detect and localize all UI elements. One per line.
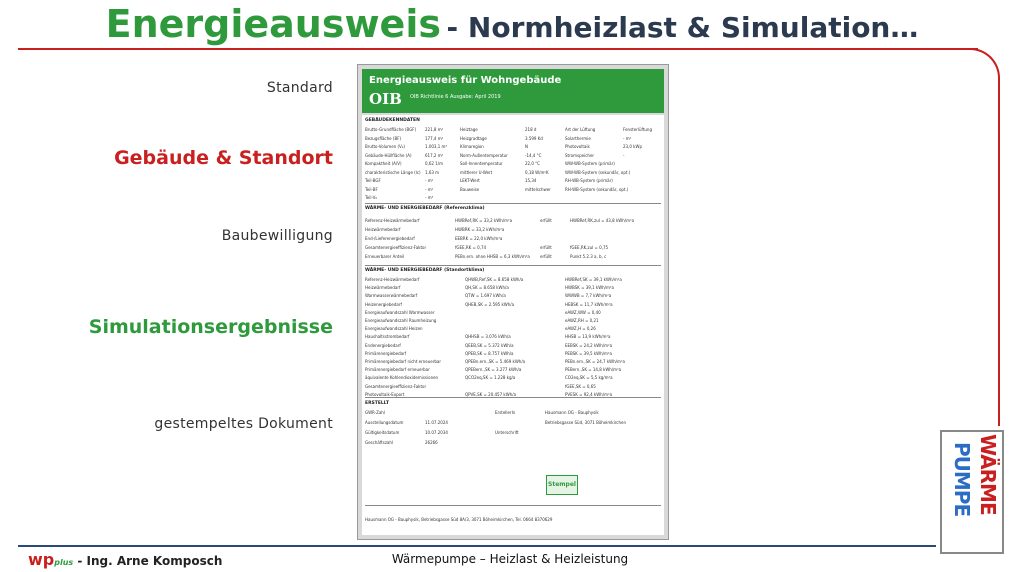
frame-line-top	[18, 48, 978, 50]
data-cell: HWBRK = 33,2 kWh/m²a	[455, 227, 505, 232]
data-cell: Stromspeicher	[565, 152, 595, 158]
data-cell: Heizgradtage	[460, 135, 487, 141]
data-cell: erfüllt	[540, 218, 552, 223]
data-cell: charakteristische Länge (lc)	[365, 169, 421, 175]
data-row	[365, 195, 661, 200]
data-row	[365, 410, 661, 415]
data-cell: PEBern.,SK = 14,8 kWh/m²a	[565, 367, 622, 373]
menu-item-gestempeltes-dokument[interactable]: gestempeltes Dokument	[154, 416, 333, 432]
data-cell: 1,63 m	[425, 169, 440, 175]
data-cell: QHWB,Ref,SK = 8.658 kWh/a	[465, 277, 524, 282]
data-cell: - m²	[425, 186, 434, 192]
data-cell: RH-WB-System (primär)	[565, 178, 613, 183]
data-cell: Endenergiebedarf	[365, 342, 401, 348]
author-name: - Ing. Arne Komposch	[77, 554, 223, 568]
data-cell: Primärenergiebedarf erneuerbar	[365, 367, 430, 373]
data-cell: Energieaufwandszahl Raumheizung	[365, 318, 437, 323]
data-row	[365, 187, 661, 192]
data-cell: QPEB,SK = 8.757 kWh/a	[465, 350, 514, 356]
data-cell: Bauweise	[460, 186, 480, 192]
data-cell: Referenz-Heizwärmebedarf	[365, 218, 420, 223]
menu-item-standard[interactable]: Standard	[266, 80, 333, 96]
data-cell: GWR-Zahl	[365, 410, 385, 415]
data-cell: WW-WB-System (primär)	[565, 161, 615, 166]
data-cell: Fensterlüftung	[623, 127, 652, 132]
data-cell: Betriebsgasse Süd, 3071 Böheimkirchen	[545, 420, 627, 425]
data-cell: 1.003,1 m³	[425, 144, 448, 149]
menu-item-baubewilligung[interactable]: Baubewilligung	[221, 228, 333, 244]
data-cell: Teil-BF	[365, 186, 378, 192]
data-cell: 0,18 W/m²K	[525, 169, 549, 175]
data-row	[365, 326, 661, 331]
data-cell: Art der Lüftung	[565, 127, 596, 132]
data-cell: 177,4 m²	[425, 135, 444, 141]
data-cell: erfüllt	[540, 254, 552, 259]
data-cell: EEBRK = 22,0 kWh/m²a	[455, 236, 503, 241]
data-cell: 3.599 Kd	[525, 135, 543, 141]
data-cell: PEBn.ern. ohne HHSB = 6,3 kWh/m²a	[455, 254, 530, 259]
data-row	[365, 334, 661, 339]
data-cell: 218 d	[525, 127, 537, 132]
wp-logo: wp	[28, 550, 55, 569]
data-cell: 10.07.2034	[425, 430, 448, 435]
document-footer-text: Hausmann OG - Bauphysik, Betriebsgasse Süd 8A/3, 3071 Böheimkirchen, Tel. 0664 8370629	[365, 517, 553, 522]
data-row	[365, 310, 661, 315]
data-cell: HWBRef,RK = 33,2 kWh/m²a	[455, 218, 513, 223]
data-cell: 0,62 1/m	[425, 161, 443, 166]
data-cell: Klimaregion	[460, 144, 484, 149]
data-cell: fGEE,SK = 0,65	[565, 383, 596, 389]
data-cell: Teil-V₀	[365, 195, 377, 200]
frame-line-right	[998, 86, 1000, 426]
section-gebaeudekenndaten: GEBÄUDEKENNDATEN	[365, 118, 420, 123]
data-cell: RH-WB-System (sekundär, opt.)	[565, 186, 629, 192]
data-cell: WWWB = 7,7 kWh/m²a	[565, 293, 612, 299]
data-cell: Solarthermie	[565, 135, 591, 141]
data-cell: Primärenergiebedarf nicht erneuerbar	[365, 359, 441, 364]
data-row	[365, 127, 661, 132]
wp-logo-plus: plus	[54, 558, 74, 567]
data-cell: Soll-Innentemperatur	[460, 161, 503, 166]
data-row	[365, 178, 661, 183]
data-row	[365, 375, 661, 380]
page-title	[0, 2, 1024, 46]
data-cell: 22,0 °C	[525, 161, 540, 166]
section-divider	[365, 265, 661, 266]
data-cell: EEBSK = 24,2 kWh/m²a	[565, 342, 613, 348]
data-cell: Erneuerbarer Anteil	[365, 254, 405, 259]
document-title: Energieausweis für Wohngebäude	[369, 75, 562, 86]
data-cell: 11.07.2024	[425, 420, 448, 425]
energieausweis-document	[357, 64, 669, 540]
data-cell: Haushaltsstrombedarf	[365, 334, 410, 340]
data-cell: Ausstellungsdatum	[365, 420, 404, 425]
data-cell: End-/Lieferenergiebedarf	[365, 236, 415, 241]
data-cell: HWBSK = 39,1 kWh/m²a	[565, 285, 614, 291]
data-cell: Gesamtenergieeffizienz-Faktor	[365, 383, 427, 389]
data-row	[365, 302, 661, 307]
data-cell: Geschäftszahl	[365, 440, 394, 445]
brand-word-pumpe: PUMPE	[950, 442, 974, 517]
data-cell: Warmwasserwärmebedarf	[365, 293, 418, 299]
data-cell: Energieaufwandszahl Heizen	[365, 326, 423, 332]
data-row	[365, 218, 661, 223]
waermepumpe-logo	[940, 430, 1004, 554]
data-cell: Heiztage	[460, 127, 478, 132]
data-row	[365, 351, 661, 356]
data-cell: Primärenergiebedarf	[365, 350, 407, 356]
menu-item-gebaeude-standort[interactable]: Gebäude & Standort	[114, 147, 333, 169]
data-cell: Referenz-Heizwärmebedarf	[365, 277, 420, 282]
oib-subtitle: OIB Richtlinie 6 Ausgabe: April 2019	[410, 94, 501, 100]
data-cell: QPEBern.,SK = 3.277 kWh/a	[465, 367, 522, 373]
data-cell: eAWZ,WW = 0,40	[565, 309, 601, 315]
document-stamp: Stempel	[546, 475, 578, 495]
data-cell: CO2eq,SK = 5,5 kg/m²a	[565, 375, 613, 381]
data-row	[365, 359, 661, 364]
data-cell: HHSB = 13,9 kWh/m²a	[565, 334, 611, 340]
data-cell: QHEB,SK = 2.595 kWh/a	[465, 301, 515, 307]
data-cell: Teil-BGF	[365, 178, 381, 183]
data-row	[365, 367, 661, 372]
data-cell: PVESK = 92,4 kWh/m²a	[565, 391, 613, 397]
data-cell: LEKT-Wert	[460, 178, 480, 183]
section-standortklima: WÄRME- UND ENERGIEBEDARF (Standortklima)	[365, 268, 485, 273]
data-cell: 617,2 m²	[425, 152, 444, 158]
data-row	[365, 254, 661, 259]
data-cell: eAWZ,RH = 0,21	[565, 318, 599, 323]
menu-item-simulationsergebnisse[interactable]: Simulationsergebnisse	[88, 316, 333, 338]
data-row	[365, 440, 661, 445]
section-divider	[365, 203, 661, 204]
data-cell: 15,34	[525, 178, 537, 183]
title-main: Energieausweis	[105, 2, 441, 46]
data-row	[365, 293, 661, 298]
section-divider	[365, 397, 661, 398]
data-cell: - m²	[425, 178, 434, 183]
frame-line-bottom	[18, 545, 936, 547]
data-cell: Unterschrift	[495, 430, 519, 435]
data-cell: 23,0 kWp	[623, 144, 642, 149]
data-cell: QPVE,SK = 20.457 kWh/a	[465, 391, 517, 397]
data-row	[365, 318, 661, 323]
data-cell: 26266	[425, 440, 438, 445]
title-sub: - Normheizlast & Simulation…	[446, 11, 919, 44]
section-divider	[365, 505, 661, 506]
data-cell: mittlerer U-Wert	[460, 169, 493, 175]
section-erstellt: ERSTELLT	[365, 401, 389, 406]
data-row	[365, 277, 661, 282]
data-cell: äquivalente Kohlendioxidemissionen	[365, 375, 439, 381]
section-referenzklima: WÄRME- UND ENERGIEBEDARF (Referenzklima)	[365, 206, 485, 211]
data-cell: Heizwärmebedarf	[365, 227, 401, 232]
data-row	[365, 245, 661, 250]
brand-word-waerme: WÄRME	[976, 434, 1000, 515]
data-cell: Punkt 5.2.3 a, b, c	[570, 254, 607, 259]
data-cell: HWBRef,RK,zul = 43,8 kWh/m²a	[570, 218, 635, 223]
data-row	[365, 227, 661, 232]
footer-author	[28, 550, 222, 569]
data-cell: QPEBn.ern.,SK = 5.469 kWh/a	[465, 359, 526, 364]
data-cell: -14,4 °C	[525, 152, 542, 158]
oib-logo: OIB	[369, 90, 402, 108]
data-cell: QCO2eq,SK = 1.228 kg/a	[465, 375, 516, 381]
data-row	[365, 236, 661, 241]
data-cell: PEBSK = 39,5 kWh/m²a	[565, 350, 612, 356]
data-cell: QTW = 1.697 kWh/a	[465, 293, 506, 299]
data-cell: Energieaufwandszahl Warmwasser	[365, 309, 435, 315]
data-cell: WW-WB-System (sekundär, opt.)	[565, 169, 631, 175]
data-cell: fGEE,RK = 0,74	[455, 245, 487, 250]
data-cell: Brutto-Grundfläche (BGF)	[365, 127, 417, 132]
data-cell: Heizenergiebedarf	[365, 301, 402, 307]
data-cell: fGEE,RK,zul = 0,75	[570, 245, 609, 250]
data-cell: Gültigkeitsdatum	[365, 430, 400, 435]
data-row	[365, 343, 661, 348]
document-body	[362, 115, 664, 535]
data-cell: HWBRef,SK = 39,1 kWh/m²a	[565, 277, 622, 282]
data-cell: QHHSB = 3.076 kWh/a	[465, 334, 511, 340]
data-cell: -	[623, 152, 625, 158]
data-cell: Brutto-Volumen (V₀)	[365, 144, 405, 149]
data-row	[365, 136, 661, 141]
data-cell: Hausmann OG - Bauphysik	[545, 410, 599, 415]
data-row	[365, 420, 661, 425]
data-row	[365, 161, 661, 166]
data-cell: QEEB,SK = 5.372 kWh/a	[465, 342, 514, 348]
data-row	[365, 285, 661, 290]
data-cell: Photovoltaik	[565, 144, 590, 149]
data-cell: QH,SK = 8.658 kWh/a	[465, 285, 509, 291]
data-cell: eAWZ,H = 0,26	[565, 326, 596, 332]
data-cell: 221,8 m²	[425, 127, 444, 132]
data-cell: Heizwärmebedarf	[365, 285, 401, 291]
data-cell: - m³	[425, 195, 434, 200]
data-cell: PEBn.ern.,SK = 24,7 kWh/m²a	[565, 359, 625, 364]
data-cell: mittelschwer	[525, 186, 551, 192]
data-row	[365, 384, 661, 389]
data-cell: Kompaktheit (A/V)	[365, 161, 402, 166]
data-row	[365, 430, 661, 435]
data-cell: Photovoltaik-Export	[365, 391, 405, 397]
data-row	[365, 153, 661, 158]
data-row	[365, 144, 661, 149]
data-cell: N	[525, 144, 528, 149]
footer-title: Wärmepumpe – Heizlast & Heizleistung	[391, 552, 629, 566]
data-row	[365, 170, 661, 175]
frame-line-corner	[960, 48, 1000, 88]
data-cell: Gebäude-Hüllfläche (A)	[365, 152, 412, 158]
data-cell: Gesamtenergieeffizienz-Faktor	[365, 245, 427, 250]
data-cell: Norm-Außentemperatur	[460, 152, 508, 158]
data-cell: - m²	[623, 135, 632, 141]
data-cell: Bezugsfläche (BF)	[365, 135, 402, 141]
document-header	[362, 69, 664, 113]
data-cell: erfüllt	[540, 245, 552, 250]
data-cell: HEBSK = 11,7 kWh/m²a	[565, 301, 613, 307]
data-cell: ErstellerIn	[495, 410, 516, 415]
